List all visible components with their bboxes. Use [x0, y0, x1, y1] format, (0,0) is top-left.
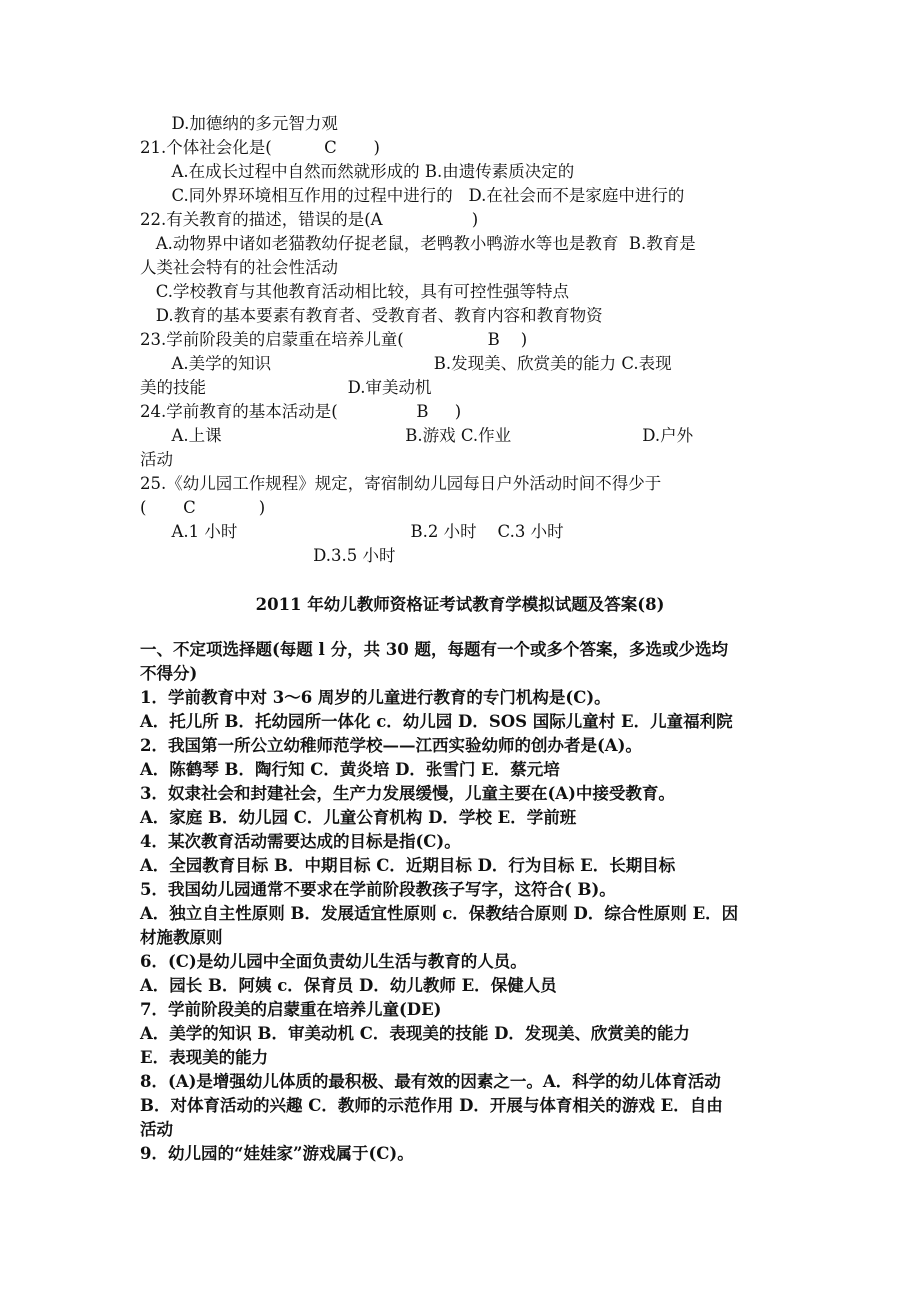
- text-line: A．托儿所 B．托幼园所一体化 c．幼儿园 D．SOS 国际儿童村 E．儿童福利院: [140, 712, 733, 731]
- text-line: 美的技能 D.审美动机: [140, 378, 432, 397]
- question-2: 2．我国第一所公立幼稚师范学校——江西实验幼师的创办者是(A)。: [140, 736, 642, 755]
- text-line: C.学校教育与其他教育活动相比较，具有可控性强等特点: [140, 282, 570, 301]
- text-line: D.加德纳的多元智力观: [140, 114, 338, 133]
- text-line: D.3.5 小时: [140, 546, 396, 565]
- text-line: A.1 小时 B.2 小时 C.3 小时: [140, 522, 564, 541]
- text-line: 不得分): [140, 664, 198, 683]
- text-line: A．全园教育目标 B．中期目标 C．近期目标 D．行为目标 E．长期目标: [140, 856, 676, 875]
- question-4: 4．某次教育活动需要达成的目标是指(C)。: [140, 832, 461, 851]
- text-line: 人类社会特有的社会性活动: [140, 258, 338, 277]
- text-line: A．独立自主性原则 B．发展适宜性原则 c．保教结合原则 D．综合性原则 E．因: [140, 904, 739, 923]
- text-line: A．美学的知识 B．审美动机 C．表现美的技能 D．发现美、欣赏美的能力: [140, 1024, 690, 1043]
- question-7: 7．学前阶段美的启蒙重在培养儿童(DE): [140, 1000, 442, 1019]
- text-line: A．陈鹤琴 B．陶行知 C．黄炎培 D．张雪门 E．蔡元培: [140, 760, 560, 779]
- text-line: ( C ): [140, 498, 266, 517]
- text-line: A．园长 B．阿姨 c．保育员 D．幼儿教师 E．保健人员: [140, 976, 557, 995]
- section-heading: 一、不定项选择题(每题 l 分，共 30 题，每题有一个或多个答案，多选或少选均: [140, 640, 729, 659]
- text-line: 活动: [140, 450, 173, 469]
- section-title: 2011 年幼儿教师资格证考试教育学模拟试题及答案(8): [255, 595, 665, 614]
- text-line: A．家庭 B．幼儿园 C．儿童公育机构 D．学校 E．学前班: [140, 808, 577, 827]
- question-24: 24.学前教育的基本活动是( B ): [140, 402, 462, 421]
- question-8: 8．(A)是增强幼儿体质的最积极、最有效的因素之一。A．科学的幼儿体育活动: [140, 1072, 721, 1091]
- question-23: 23.学前阶段美的启蒙重在培养儿童( B ): [140, 330, 528, 349]
- text-line: D.教育的基本要素有教育者、受教育者、教育内容和教育物资: [140, 306, 603, 325]
- text-line: A.上课 B.游戏 C.作业 D.户外: [140, 426, 694, 445]
- question-25: 25.《幼儿园工作规程》规定，寄宿制幼儿园每日户外活动时间不得少于: [140, 474, 662, 493]
- text-line: A.美学的知识 B.发现美、欣赏美的能力 C.表现: [140, 354, 672, 373]
- question-1: 1．学前教育中对 3～6 周岁的儿童进行教育的专门机构是(C)。: [140, 688, 611, 707]
- text-line: C.同外界环境相互作用的过程中进行的 D.在社会而不是家庭中进行的: [140, 186, 685, 205]
- question-9: 9．幼儿园的“娃娃家”游戏属于(C)。: [140, 1144, 414, 1163]
- question-5: 5．我国幼儿园通常不要求在学前阶段教孩子写字，这符合( B)。: [140, 880, 616, 899]
- question-21: 21.个体社会化是( C ): [140, 138, 380, 157]
- text-line: 活动: [140, 1120, 173, 1139]
- text-line: E．表现美的能力: [140, 1048, 269, 1067]
- text-line: A.在成长过程中自然而然就形成的 B.由遗传素质决定的: [140, 162, 575, 181]
- question-3: 3．奴隶社会和封建社会，生产力发展缓慢，儿童主要在(A)中接受教育。: [140, 784, 675, 803]
- question-6: 6．(C)是幼儿园中全面负责幼儿生活与教育的人员。: [140, 952, 527, 971]
- text-line: 材施教原则: [140, 928, 223, 947]
- question-22: 22.有关教育的描述，错误的是(A ): [140, 210, 479, 229]
- text-line: A.动物界中诸如老猫教幼仔捉老鼠，老鸭教小鸭游水等也是教育 B.教育是: [140, 234, 696, 253]
- text-line: B．对体育活动的兴趣 C．教师的示范作用 D．开展与体育相关的游戏 E．自由: [140, 1096, 723, 1115]
